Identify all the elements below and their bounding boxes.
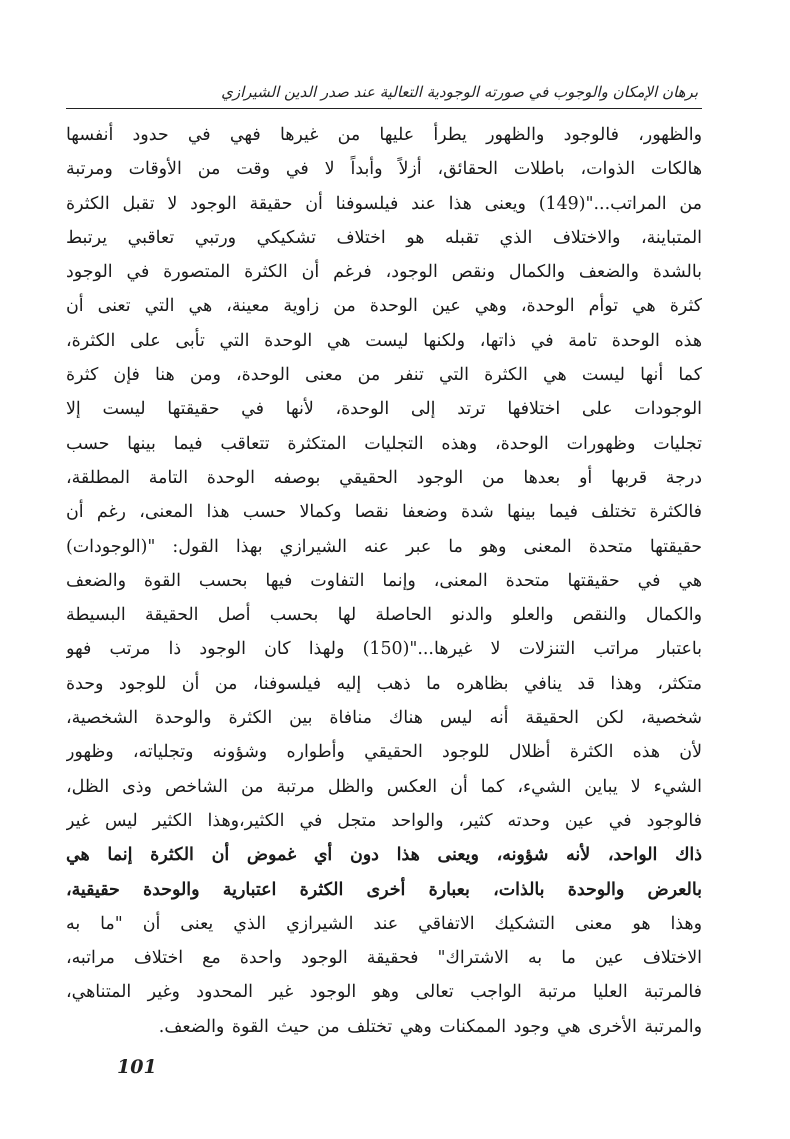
- text-line: الشيء لا يباين الشيء، كما أن العكس والظل مرتبة من الشاخص وذى الظل،: [66, 776, 702, 797]
- text-line: كثرة هي توأم الوحدة، وهي عين الوحدة من زاوية معينة، هي التي تعنى أن: [66, 296, 702, 317]
- text-line: المتباينة، والاختلاف الذي تقبله هو اختلاف تشكيكي ورتبي تعاقبي يرتبط: [66, 227, 702, 248]
- text-line: فالمرتبة العليا مرتبة الواجب تعالى وهو الوجود غير المحدود وغير المتناهي،: [66, 982, 702, 1003]
- text-line: بالعرض والوحدة بالذات، بعبارة أخرى الكثرة اعتبارية والوحدة حقيقية،: [66, 879, 702, 900]
- text-line: وهذا هو معنى التشكيك الاتفاقي عند الشيرازي الذي يعنى أن "ما به: [66, 913, 702, 934]
- text-line: لأن هذه الكثرة أظلال للوجود الحقيقي وأطواره وشؤونه وتجلياته، وظهور: [66, 742, 702, 763]
- text-line: تجليات وظهورات الوحدة، وهذه التجليات المتكثرة تتعاقب فيما بينها حسب: [66, 433, 702, 454]
- text-line: هالكات الذوات، باطلات الحقائق، أزلاً وأبداً لا في وقت من الأوقات ومرتبة: [66, 159, 702, 180]
- text-line: كما أنها ليست هي الكثرة التي تنفر من معنى الوحدة، ومن هنا فإن كثرة: [66, 365, 702, 386]
- page-number: 101: [117, 1056, 157, 1078]
- text-line: باعتبار مراتب التنزلات لا غيرها..."(150) ولهذا كان الوجود ذا مرتب فهو: [66, 639, 702, 660]
- text-line: الوجودات على اختلافها ترتد إلى الوحدة، لأنها في حقيقتها ليست إلا: [66, 399, 702, 420]
- text-line: والظهور، فالوجود والظهور يطرأ عليها من غيرها فهي في حدود أنفسها: [66, 125, 702, 145]
- body-text: [66, 118, 702, 1044]
- text-line: متكثر، وهذا قد ينافي بظاهره ما ذهب إليه فيلسوفنا، من أن للوجود وحدة: [66, 673, 702, 694]
- text-line: من المراتب..."(149) ويعنى هذا عند فيلسوفنا أن حقيقة الوجود لا تقبل الكثرة: [66, 193, 702, 214]
- running-header: برهان الإمكان والوجوب في صورته الوجودية التعالية عند صدر الدين الشيرازي: [221, 83, 698, 101]
- text-line: بالشدة والضعف والكمال ونقص الوجود، فرغم أن الكثرة المتصورة في الوجود: [66, 262, 702, 283]
- text-line: هي في حقيقتها متحدة المعنى، وإنما التفاوت فيها بحسب القوة والضعف: [66, 570, 702, 591]
- text-line: حقيقتها متحدة المعنى وهو ما عبر عنه الشيرازي بهذا القول: "(الوجودات): [66, 536, 702, 557]
- text-line: ذاك الواحد، لأنه شؤونه، ويعنى هذا دون أي غموض أن الكثرة إنما هي: [66, 845, 702, 866]
- text-line: هذه الوحدة تامة في ذاتها، ولكنها ليست هي الوحدة التي تأبى على الكثرة،: [66, 330, 702, 351]
- text-line: درجة قربها أو بعدها من الوجود الحقيقي بوصفه الوحدة التامة المطلقة،: [66, 467, 702, 488]
- text-line: فالوجود في عين وحدته كثير، والواحد متجل في الكثير،وهذا الكثير ليس غير: [66, 810, 702, 831]
- text-line: الاختلاف عين ما به الاشتراك" فحقيقة الوجود واحدة مع اختلاف مراتبه،: [66, 948, 702, 969]
- text-line: فالكثرة تختلف فيما بينها شدة وضعفا نقصا وكمالا حسب هذا المعنى، رغم أن: [66, 502, 702, 523]
- text-line: والكمال والنقص والعلو والدنو الحاصلة لها بحسب أصل الحقيقة البسيطة: [66, 605, 702, 626]
- text-line: والمرتبة الأخرى هي وجود الممكنات وهي تختلف من حيث القوة والضعف.: [158, 1016, 702, 1037]
- text-line: شخصية، لكن الحقيقة أنه ليس هناك منافاة بين الكثرة والوحدة الشخصية،: [66, 708, 702, 729]
- header-rule: [66, 108, 702, 109]
